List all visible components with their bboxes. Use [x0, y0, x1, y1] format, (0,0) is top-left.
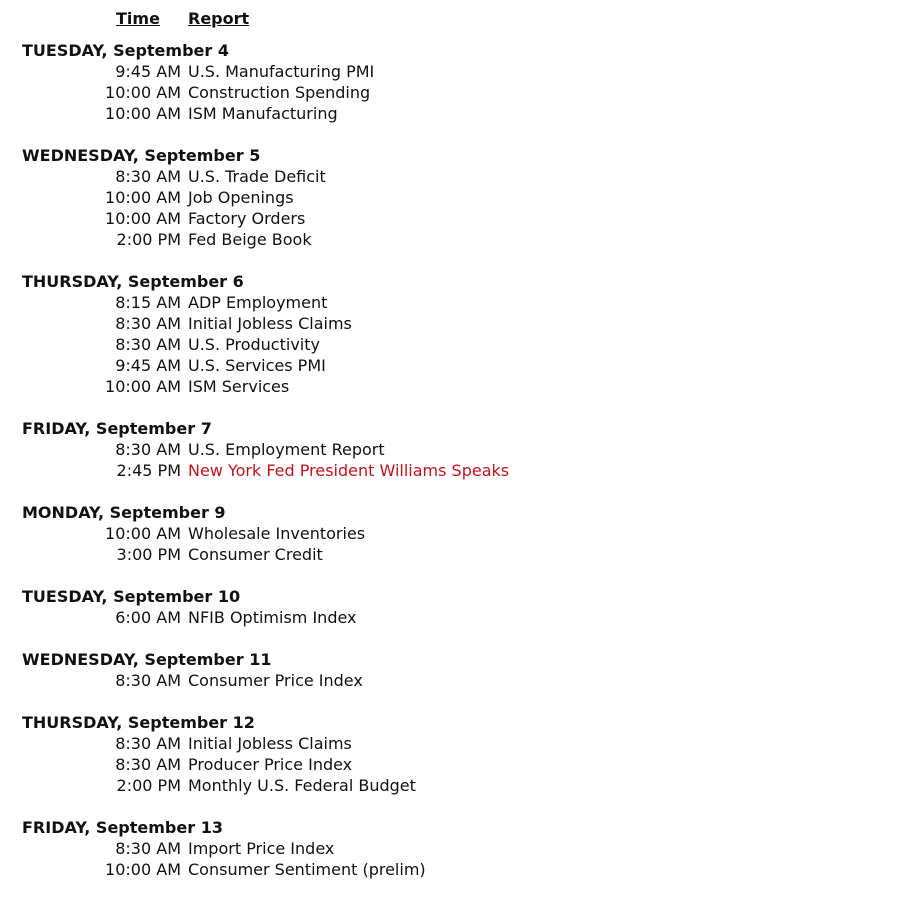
event-row: [0, 82, 900, 103]
event-time: 10:00 AM: [105, 209, 181, 228]
event-row: [0, 334, 900, 355]
day-heading: FRIDAY, September 7: [22, 419, 212, 438]
event-report: Consumer Price Index: [188, 671, 363, 690]
event-row: [0, 523, 900, 544]
event-time: 2:00 PM: [116, 230, 181, 249]
event-row: [0, 733, 900, 754]
day-heading: TUESDAY, September 4: [22, 41, 229, 60]
event-report: Consumer Sentiment (prelim): [188, 860, 426, 879]
event-time: 2:45 PM: [116, 461, 181, 480]
event-row: [0, 103, 900, 124]
event-row: [0, 313, 900, 334]
event-report: Job Openings: [188, 188, 294, 207]
event-row: [0, 754, 900, 775]
event-row: [0, 460, 900, 481]
event-time: 10:00 AM: [105, 188, 181, 207]
event-time: 8:30 AM: [115, 440, 181, 459]
column-header-row: [0, 8, 900, 29]
time-column-header: Time: [116, 9, 160, 28]
event-report: Monthly U.S. Federal Budget: [188, 776, 416, 795]
day-group: [0, 817, 900, 880]
event-time: 2:00 PM: [116, 776, 181, 795]
event-time: 8:30 AM: [115, 167, 181, 186]
event-row: [0, 670, 900, 691]
event-row: [0, 187, 900, 208]
event-report: Import Price Index: [188, 839, 335, 858]
day-group: [0, 586, 900, 628]
event-row: [0, 208, 900, 229]
event-report: ISM Services: [188, 377, 290, 396]
event-time: 10:00 AM: [105, 860, 181, 879]
day-heading: WEDNESDAY, September 11: [22, 650, 272, 669]
event-report: NFIB Optimism Index: [188, 608, 357, 627]
event-report: Fed Beige Book: [188, 230, 312, 249]
event-time: 10:00 AM: [105, 83, 181, 102]
event-time: 8:30 AM: [115, 755, 181, 774]
event-report: Initial Jobless Claims: [188, 314, 352, 333]
day-heading: FRIDAY, September 13: [22, 818, 223, 837]
event-row: [0, 61, 900, 82]
event-report: Construction Spending: [188, 83, 371, 102]
event-row: [0, 544, 900, 565]
event-row: [0, 166, 900, 187]
event-report: U.S. Productivity: [188, 335, 320, 354]
event-time: 10:00 AM: [105, 377, 181, 396]
event-time: 8:30 AM: [115, 671, 181, 690]
event-report: U.S. Manufacturing PMI: [188, 62, 375, 81]
day-heading: TUESDAY, September 10: [22, 587, 241, 606]
event-report: U.S. Employment Report: [188, 440, 385, 459]
event-time: 9:45 AM: [115, 356, 181, 375]
event-row: [0, 838, 900, 859]
event-time: 8:30 AM: [115, 839, 181, 858]
event-report: Factory Orders: [188, 209, 306, 228]
day-group: [0, 271, 900, 397]
event-time: 8:15 AM: [115, 293, 181, 312]
event-time: 10:00 AM: [105, 104, 181, 123]
schedule-list: [0, 40, 900, 901]
event-time: 8:30 AM: [115, 314, 181, 333]
event-row: [0, 355, 900, 376]
event-time: 8:30 AM: [115, 734, 181, 753]
event-time: 6:00 AM: [115, 608, 181, 627]
event-report: ADP Employment: [188, 293, 328, 312]
day-group: [0, 502, 900, 565]
event-time: 10:00 AM: [105, 524, 181, 543]
report-column-header: Report: [188, 9, 250, 28]
day-heading: THURSDAY, September 6: [22, 272, 244, 291]
day-heading: THURSDAY, September 12: [22, 713, 255, 732]
event-report: Consumer Credit: [188, 545, 323, 564]
day-group: [0, 712, 900, 796]
event-row: [0, 376, 900, 397]
day-heading: WEDNESDAY, September 5: [22, 146, 261, 165]
event-time: 8:30 AM: [115, 335, 181, 354]
day-group: [0, 649, 900, 691]
event-row: [0, 859, 900, 880]
event-row: [0, 229, 900, 250]
day-group: [0, 418, 900, 481]
event-time: 3:00 PM: [116, 545, 181, 564]
event-report-highlighted: New York Fed President Williams Speaks: [188, 461, 510, 480]
day-group: [0, 40, 900, 124]
event-row: [0, 775, 900, 796]
event-row: [0, 439, 900, 460]
event-row: [0, 607, 900, 628]
event-report: Initial Jobless Claims: [188, 734, 352, 753]
event-report: Wholesale Inventories: [188, 524, 366, 543]
day-heading: MONDAY, September 9: [22, 503, 226, 522]
event-report: ISM Manufacturing: [188, 104, 338, 123]
day-group: [0, 145, 900, 250]
event-row: [0, 292, 900, 313]
event-report: Producer Price Index: [188, 755, 353, 774]
event-time: 9:45 AM: [115, 62, 181, 81]
event-report: U.S. Services PMI: [188, 356, 326, 375]
event-report: U.S. Trade Deficit: [188, 167, 326, 186]
